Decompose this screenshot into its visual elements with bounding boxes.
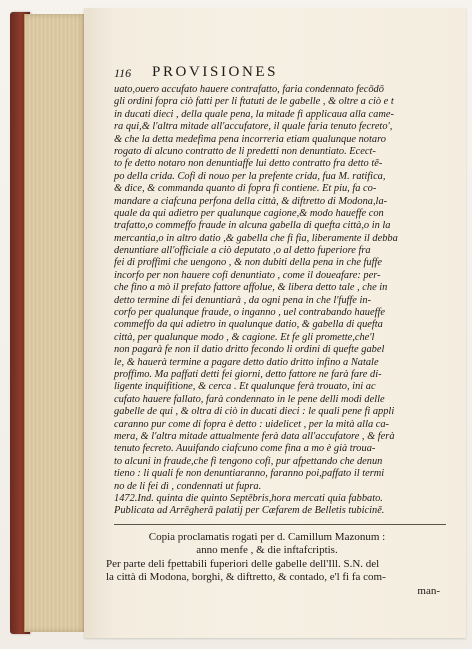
text-line: to alcuni in fraude,che fi tengono cofi, pur afpettando che denun: [114, 455, 383, 467]
text-line: mandare a ciafcuna perfona della città, & diftretto di Modona,la-: [114, 195, 388, 207]
text-line: to fe detto notaro non denuntiaffe lui detto contratto fra detto tē-: [114, 158, 383, 170]
body-text: [114, 84, 448, 493]
decree-section: [106, 531, 448, 599]
text-line: denuntiare all'officiale a ciò deputato ,o al detto fuperiore fra: [114, 245, 371, 257]
text-line: ligente inquifitione, & cerca . Et qualunque ferà trouato, ini ac: [114, 381, 376, 393]
text-line: non pagarà fe non il datio dritto fecondo li ordini di quefte gabel: [114, 344, 385, 356]
text-line: che fino a mò il prefato fattore affolue, & libera detto tale , che in: [114, 282, 388, 294]
text-line: gabelle de qui , & oltra di ciò in ducati dieci : le quali pene fi appli: [114, 406, 395, 418]
colophon-publication-line: Publicata ad Arrēgherā palatij per Cæfarem de Belletis tubicinē.: [114, 505, 385, 517]
text-line: quale da qui adietro per qualunque cagione,& modo haueffe con: [114, 207, 384, 219]
text-line: trafatto,o commeffo fraude in alcuna gabella di quefta città,o in la: [114, 220, 391, 232]
text-line: gli ordini fopra ciò fatti per li ftatuti de le gabelle , & oltre a ciò e t: [114, 96, 394, 108]
page-text: [96, 64, 448, 599]
text-line: fei di proffimi che uengono , & non dubiti della pena in che fuffe: [114, 257, 382, 269]
text-line: commeffo da qui adietro in qualunque datio, & gabella di quefta: [114, 319, 383, 331]
text-line: le, & hauerà termine a pagare detto datio dritto infino a Natale: [114, 356, 379, 368]
text-line: tieno : li quali fe non denuntiaranno, faranno poi,paffato il termi: [114, 468, 385, 480]
text-line: cufato hauere fallato, farà condennato in le pene delli modi delle: [114, 393, 385, 405]
running-head: [114, 64, 448, 84]
text-line: città, per qualunque modo , & cagione. Et fe gli promette,che'l: [114, 331, 375, 343]
page-number: 116: [114, 66, 132, 80]
text-line: po della crida. Cofi di nouo per la prefente crida, fua M. ratifica,: [114, 170, 386, 182]
text-line: in ducati dieci , della quale pena, la mitade fi applicaua alla came-: [114, 108, 394, 120]
text-line: tenuto fecreto. Auuifando ciafcuno come fina a mo è già troua-: [114, 443, 376, 455]
text-line: rogato di alcuno contratto de li predetti non denuntiato. Ecect-: [114, 145, 376, 157]
page-title: PROVISIONES: [152, 64, 279, 80]
text-line: proffimo. Ma paffati detti fei giorni, detto fattore ne farà fare di-: [114, 368, 382, 380]
text-line: incorfo per non hauere cofi denuntiato , come il doueafare: per-: [114, 269, 381, 281]
notary-line: Copia proclamatis rogati per d. Camillum Mazonum :: [148, 530, 386, 543]
text-line: detto termine di fei denuntiarà , da ogni pena in che l'fuffe in-: [114, 294, 372, 306]
text-line: uato,ouero accufato hauere contrafatto, faria condennato fecōdō: [114, 84, 384, 95]
page-block-edge: [24, 14, 87, 632]
text-line: mera, & l'altra mitade attualmente ferà data all'accufatore , & ferà: [114, 430, 395, 442]
text-line: corfo per qualunque fraude, o inganno , uel contrabando haueffe: [114, 307, 385, 319]
section-divider: [114, 524, 446, 525]
catchword: man-: [417, 585, 440, 598]
decree-text-line: la città di Modona, borghi, & diftretto, & contado, e'l fi fa com-: [106, 571, 386, 584]
text-line: & dice, & commanda quanto di fopra fi contiene. Et piu, fa co-: [114, 183, 377, 195]
colophon: [114, 493, 448, 518]
text-line: ra qui,& l'altra mitade all'accufatore, il quale faria tenuto fecreto',: [114, 121, 393, 133]
text-line: no de li fei dì , condennati ut fupra.: [114, 480, 262, 492]
notary-date-line: anno menfe , & die inftafcriptis.: [196, 544, 338, 557]
text-line: & che la detta medefima pena incorreria etiam qualunque notaro: [114, 133, 386, 145]
decree-text-line: Per parte deli fpettabili fuperiori delle gabelle dell'Ill. S.N. del: [106, 557, 380, 570]
text-line: mercantia,o in altro datio ,& gabella che fi fia, liberamente il debba: [114, 232, 398, 244]
colophon-date-line: 1472.Ind. quinta die quinto Septēbris,hora mercati quia fabbato.: [114, 492, 383, 504]
text-line: caranno pur come di fopra è detto : uidelicet , per la mità alla ca-: [114, 418, 390, 430]
